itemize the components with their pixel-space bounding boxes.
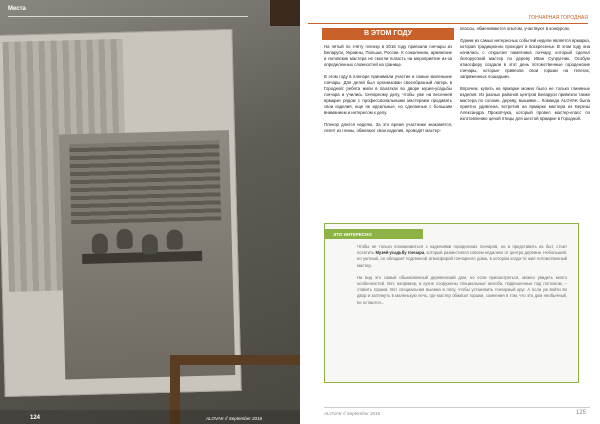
header-rule <box>308 23 588 24</box>
text-column-1 <box>324 44 452 140</box>
info-callout <box>324 223 579 383</box>
page-number: 125 <box>575 410 586 416</box>
archival-photo-collage <box>0 29 242 397</box>
article-title: В ЭТОМ ГОДУ <box>322 28 454 40</box>
magazine-label: ALOVAK // September 2016 <box>205 416 262 421</box>
paragraph: На пятый по счёту пленэр в 2016 году приехали гончары из Беларуси, Украины, Польши, России. К сожалению, армянские и литовские мастера не смогли попасть на мероприятие из-за определенных сложностей на границе. <box>324 44 452 67</box>
paragraph: Впрочем, купить на ярмарке можно было не только глиняные изделия. Из разных районов центров Беларуси привезли также мастера по соломе, дереву, вышивке... Команда ALOVAK была приятно удивлена, встретив на ярмарке мастера из Березы Александра Прокопчука, который провел мастер-класс по изготовлению ценой птицы для шестой ярмарке в Городной. <box>460 86 590 121</box>
paragraph: Пленэр длится неделю. За это время участники знакомятся, лепят из глины, обжигают свои изделия, проводят мастер- <box>324 122 452 133</box>
section-title: Места <box>8 6 26 12</box>
paragraph: В этом году в пленэре принимали участие и самые маленькие гончары. Для детей был организован своеобразный лагерь в Городной: ребята жили в палатках во дворе музея-усадьбы гончара и учились гончарному делу, чтобы уже на весенней ярмарке рядом с профессиональными мастерами продавать свои изделия, еще не идеальные, но сделанные с большим вниманием и интересом к делу. <box>324 74 452 115</box>
callout-text: , который разместился совсем недалеко от центра деревни. Небольшой, но уютный, он обладает подлинной атмосферой гончарного дома, в котором когда-то жил потомственный мастер. <box>357 250 567 268</box>
callout-title: ЭТО ИНТЕРЕСНО <box>333 232 372 237</box>
page-number: 124 <box>30 415 41 421</box>
magazine-label: ALOVAK // September 2016 <box>324 411 381 416</box>
section-label: ГОНЧАРНАЯ ГОРОДНАЯ <box>528 15 588 21</box>
photo-house-wall <box>69 140 221 224</box>
text-column-2 <box>460 26 590 128</box>
callout-text: Чтобы не только познакомиться с изделиями городенских гончаров, но и представить их быт, стоит посетить <box>357 244 567 256</box>
pot-icon <box>116 229 133 249</box>
callout-paragraph: На вид это самый обыкновенный деревенский дом, но если присмотреться, можно увидеть много особенностей. Вот, например, в кухне сооружены специальные желоба, подвешенные под потолком, – ставить горшки. Вот специальная выемка в полу, чтобы установить гончарный круг. А если уж войти во двор и заглянуть в маленькую печь, где мастер обжигал горшки, сомнения в том, что это дом необычный, не остаются... <box>357 274 567 305</box>
paragraph: Одним из самых интересных событий недели является ярмарка, которая традиционно проходит в воскресенье. В этом году она начилась с открытия памятника гончару, который сделал белорусский мастер по дереву Иван Супрунчик. Особую атмосферу создали в этот день потомственные городенские гончары, которые привезли свои горшки на телегах, запряженных лошадьми. <box>460 38 590 79</box>
pot-icon <box>166 229 183 249</box>
right-page <box>300 0 600 424</box>
footer-rule <box>324 407 590 408</box>
pot-icon <box>92 233 109 253</box>
callout-paragraph <box>357 244 567 269</box>
callout-body <box>357 244 567 312</box>
page-header <box>300 0 600 26</box>
header-rule <box>8 16 248 17</box>
museum-name: Музей-усадьбу гончара <box>375 250 425 256</box>
photo-potter <box>59 130 235 379</box>
paragraph: классы, обмениваются опытом, участвуют в конкурсах. <box>460 26 571 31</box>
dark-corner <box>270 0 300 26</box>
pot-icon <box>142 234 159 254</box>
